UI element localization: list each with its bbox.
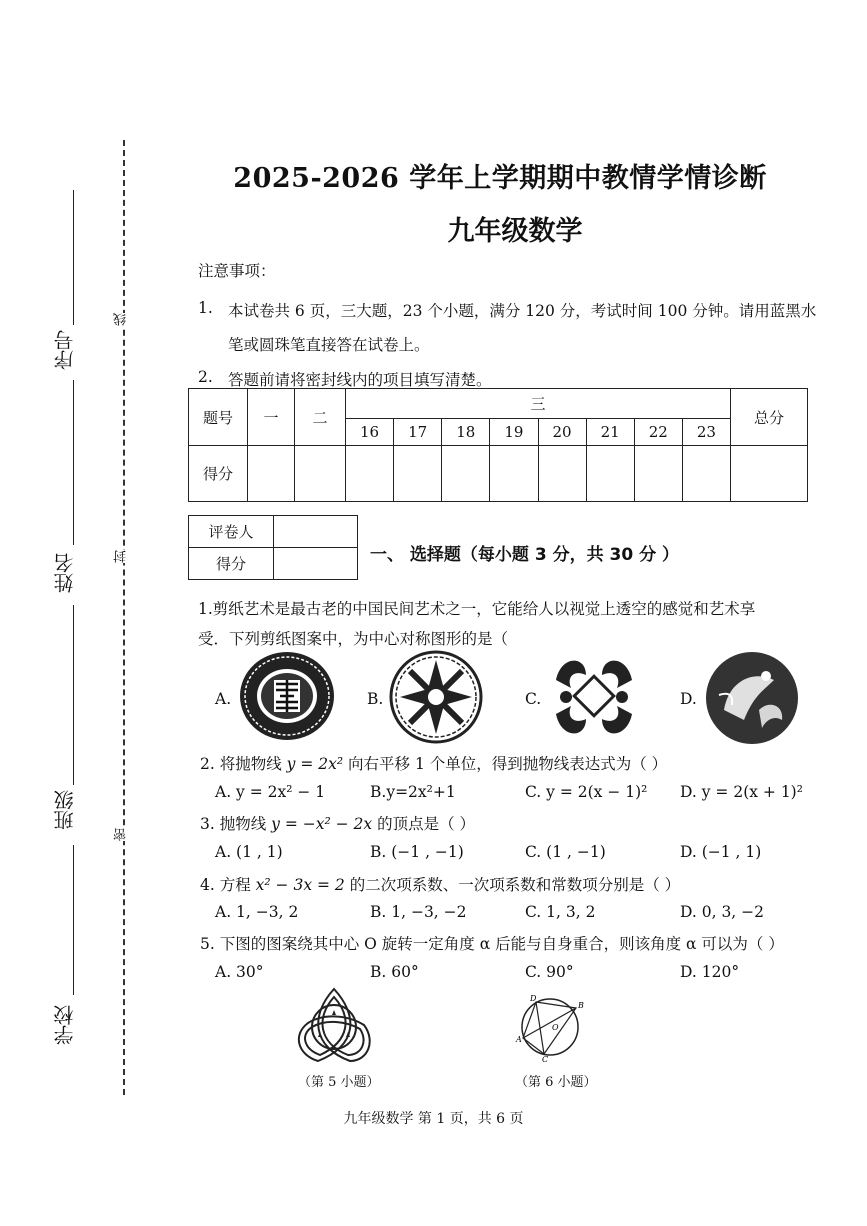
score-cell [538, 446, 586, 502]
score-cell [634, 446, 682, 502]
grader-table [188, 515, 358, 580]
q1-option-d-label: D. [680, 690, 697, 708]
field-label-class: 班级 [53, 790, 77, 830]
field-line-school [73, 845, 74, 995]
q3-stem-formula: y = −x² − 2x [271, 815, 373, 833]
field-line-name [73, 380, 74, 545]
score-cell [731, 446, 808, 502]
section-1-title: 一、 选择题（每小题 3 分，共 30 分 ） [370, 545, 679, 565]
score-cell [442, 446, 490, 502]
score-cell [295, 446, 346, 502]
point-o-label: O [552, 1023, 559, 1032]
score-sub-21: 21 [586, 419, 634, 446]
score-sub-22: 22 [634, 419, 682, 446]
seal-word-mi: 密 [114, 828, 129, 841]
score-cell [346, 446, 394, 502]
triquetra-figure [288, 985, 380, 1069]
q1-option-a-label: A. [215, 690, 232, 708]
q2-option-a: A. y = 2x² − 1 [215, 783, 326, 801]
q1-line2: 受．下列剪纸图案中，为中心对称图形的是（ [198, 630, 509, 648]
figure-6-caption: （第 6 小题） [515, 1075, 597, 1090]
score-sub-20: 20 [538, 419, 586, 446]
q5-option-b: B. 60° [370, 963, 419, 981]
score-col-2: 二 [295, 389, 346, 446]
q2-option-c: C. y = 2(x − 1)² [525, 783, 648, 801]
q3-option-b: B. (−1 , −1) [370, 843, 464, 861]
q2-stem-b: 向右平移 1 个单位，得到抛物线表达式为（ ） [348, 755, 668, 773]
q3-option-a: A. (1 , 1) [215, 843, 283, 861]
score-cell [394, 446, 442, 502]
notice-heading: 注意事项： [198, 262, 276, 280]
figure-5-caption: （第 5 小题） [298, 1075, 380, 1090]
q3-option-c: C. (1 , −1) [525, 843, 606, 861]
point-c-label: C [542, 1055, 549, 1064]
notice-item1-line1: 本试卷共 6 页，三大题，23 个小题，满分 120 分，考试时间 100 分钟。请用蓝黑水 [228, 302, 817, 320]
q1-line1: 1.剪纸艺术是最古老的中国民间艺术之一，它能给人以视觉上透空的感觉和艺术享 [198, 600, 756, 618]
q2-option-b: B.y=2x²+1 [370, 783, 456, 801]
grader-score-cell [274, 548, 358, 580]
score-total-header: 总分 [731, 389, 808, 446]
exam-subtitle: 九年级数学 [447, 216, 583, 247]
grader-score-label: 得分 [189, 548, 274, 580]
q4-option-a: A. 1, −3, 2 [215, 903, 299, 921]
score-col-1: 一 [248, 389, 295, 446]
q5-option-a: A. 30° [215, 963, 264, 981]
score-row-label-number: 题号 [189, 389, 248, 446]
score-row-label-score: 得分 [189, 446, 248, 502]
score-sub-19: 19 [490, 419, 538, 446]
q4-option-c: C. 1, 3, 2 [525, 903, 596, 921]
field-label-serial: 序号 [53, 330, 77, 370]
seal-dashed-line [123, 140, 125, 1095]
score-cell [586, 446, 634, 502]
score-sub-18: 18 [442, 419, 490, 446]
q3-stem-a: 3. 抛物线 [200, 815, 267, 833]
q5-option-c: C. 90° [525, 963, 574, 981]
q2-stem-a: 2. 将抛物线 [200, 755, 282, 773]
papercut-d-image [704, 650, 800, 746]
papercut-c-image [546, 650, 642, 744]
seal-word-feng: 封 [114, 550, 129, 563]
point-d-label: D [530, 994, 537, 1003]
field-label-school: 学校 [53, 1005, 77, 1045]
notice-item1-line2: 笔或圆珠笔直接答在试卷上。 [228, 336, 430, 354]
score-table [188, 388, 808, 502]
point-a-label: A [516, 1035, 522, 1044]
papercut-a-image [238, 650, 336, 742]
q5-stem: 5. 下图的图案绕其中心 O 旋转一定角度 α 后能与自身重合，则该角度 α 可以为（ ） [200, 935, 784, 953]
q4-stem-formula: x² − 3x = 2 [255, 876, 345, 894]
q4-stem-a: 4. 方程 [200, 876, 251, 894]
field-label-name: 姓名 [53, 553, 77, 593]
notice-item1-num: 1. [198, 299, 213, 317]
notice-item2: 答题前请将密封线内的项目填写清楚。 [228, 371, 492, 389]
q2-stem-formula: y = 2x² [286, 755, 344, 773]
papercut-b-image [388, 650, 484, 744]
score-cell [682, 446, 730, 502]
q4-stem-b: 的二次项系数、一次项系数和常数项分别是（ ） [349, 876, 681, 894]
q1-option-b-label: B. [367, 690, 384, 708]
q1-option-c-label: C. [525, 690, 542, 708]
grader-label: 评卷人 [189, 516, 274, 548]
q3-stem-b: 的顶点是（ ） [377, 815, 476, 833]
score-sub-23: 23 [682, 419, 730, 446]
q3-option-d: D. (−1 , 1) [680, 843, 762, 861]
score-sub-16: 16 [346, 419, 394, 446]
notice-item2-num: 2. [198, 368, 213, 386]
score-col-3: 三 [346, 389, 731, 419]
exam-title: 2025-2026 学年上学期期中教情学情诊断 [233, 163, 767, 194]
q5-option-d: D. 120° [680, 963, 740, 981]
score-cell [248, 446, 295, 502]
q2-option-d: D. y = 2(x + 1)² [680, 783, 803, 801]
page-footer: 九年级数学 第 1 页，共 6 页 [343, 1111, 524, 1127]
score-sub-17: 17 [394, 419, 442, 446]
point-b-label: B [578, 1001, 584, 1010]
q4-option-d: D. 0, 3, −2 [680, 903, 765, 921]
q4-option-b: B. 1, −3, −2 [370, 903, 467, 921]
seal-word-xian: 线 [114, 313, 129, 326]
grader-cell [274, 516, 358, 548]
field-line-class [73, 605, 74, 785]
circle-geometry-figure [514, 990, 590, 1064]
score-cell [490, 446, 538, 502]
